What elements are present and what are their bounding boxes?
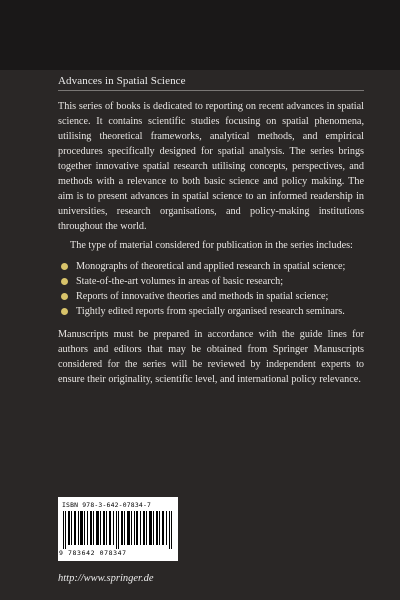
bullet-icon [61,263,68,270]
material-intro: The type of material considered for publication in the series includes: [70,240,353,251]
bullet-icon [61,308,68,315]
list-item [58,304,364,319]
list-item-text: Monographs of theoretical and applied research in spatial science; [76,261,346,272]
description-block [58,99,364,387]
bullet-icon [61,278,68,285]
title-divider [58,90,364,91]
barcode-digits: 9 783642 078347 [59,549,127,557]
bullet-icon [61,293,68,300]
manuscripts-paragraph: Manuscripts must be prepared in accordance with the guide lines for authors and editors that may be obtained from Springer Manuscripts considered for the series will be reviewed by independent experts to ensure their originality, scientific level, and international policy relevance. [58,329,364,385]
intro-paragraph: This series of books is dedicated to reporting on recent advances in spatial science. It contains scientific studies focusing on spatial phenomena, utilising theoretical frameworks, analytical methods, and empirical procedures specifically designed for spatial analysis. The series brings together innovative spatial research utilising concepts, perspectives, and methods with a relevance to both basic science and policy making. The aim is to present advances in spatial science to an informed readership in universities, research organisations, and policy-making institutions throughout the world. [58,101,364,232]
series-title: Advances in Spatial Science [58,75,186,87]
barcode [58,497,178,561]
list-item-text: Reports of innovative theories and methods in spatial science; [76,291,329,302]
list-item [58,274,364,289]
list-item [58,289,364,304]
barcode-bars [63,511,173,549]
isbn-label: ISBN 978-3-642-07834-7 [62,501,152,509]
list-item-text: State-of-the-art volumes in areas of basic research; [76,276,284,287]
material-list [58,259,364,319]
publisher-url[interactable]: http://www.springer.de [58,573,154,584]
top-band [0,0,400,70]
list-item-text: Tightly edited reports from specially organised research seminars. [76,306,345,317]
list-item [58,259,364,274]
